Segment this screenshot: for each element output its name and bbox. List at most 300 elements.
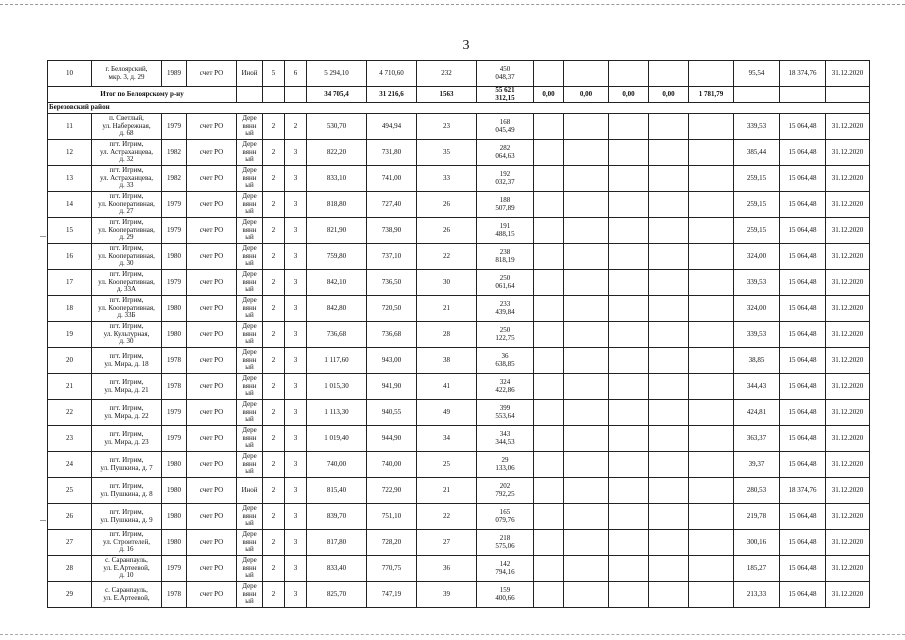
empty-cell [649,374,689,400]
floors-cell: 2 [263,504,285,530]
residents-cell: 39 [417,582,477,608]
floors-cell: 2 [263,322,285,348]
floors-cell: 2 [263,556,285,582]
year-cell: 1978 [162,582,187,608]
total-area-cell: 1 117,60 [307,348,367,374]
row-number: 23 [48,426,92,452]
empty-cell [689,140,734,166]
empty-cell [564,244,609,270]
address-cell: пгт. Игрим, ул. Пушкина, д. 7 [92,452,162,478]
account-cell: счет РО [187,530,237,556]
per-m2-cell: 280,53 [734,478,780,504]
living-area-cell: 941,90 [367,374,417,400]
residents-cell: 26 [417,192,477,218]
entrances-cell: 3 [285,348,307,374]
row-number: 17 [48,270,92,296]
empty-cell [564,322,609,348]
address-cell: г. Белоярский, мкр. 3, д. 29 [92,61,162,87]
deadline-cell: 31.12.2020 [826,530,870,556]
cost-cell: 282 064,63 [477,140,534,166]
table-row [48,270,870,296]
cost-cell: 191 488,15 [477,218,534,244]
summary-label: Итог по Белоярскому р-ну [48,87,237,103]
entrances-cell: 3 [285,322,307,348]
row-number: 16 [48,244,92,270]
empty-cell [609,166,649,192]
district-header-row [48,103,870,114]
per-m2-cell: 339,53 [734,114,780,140]
per-m2-cell: 424,81 [734,400,780,426]
empty-cell [564,556,609,582]
wall-material-cell: Дере вянн ый [237,322,263,348]
total-area-cell: 833,10 [307,166,367,192]
empty-cell [564,478,609,504]
residents-cell: 27 [417,530,477,556]
year-cell: 1980 [162,478,187,504]
tariff-cell: 15 064,48 [780,192,826,218]
deadline-cell: 31.12.2020 [826,218,870,244]
empty-cell [689,504,734,530]
total-area-cell: 5 294,10 [307,61,367,87]
residents-cell: 34 [417,426,477,452]
empty-cell [534,296,564,322]
residents-cell: 38 [417,348,477,374]
account-cell: счет РО [187,140,237,166]
total-area-cell: 736,68 [307,322,367,348]
tariff-cell: 18 374,76 [780,61,826,87]
empty-cell [564,296,609,322]
empty-cell [689,556,734,582]
wall-material-cell: Дере вянн ый [237,348,263,374]
entrances-cell: 3 [285,452,307,478]
tariff-cell: 15 064,48 [780,114,826,140]
residents-cell: 22 [417,244,477,270]
wall-material-cell: Дере вянн ый [237,114,263,140]
floors-cell: 2 [263,192,285,218]
total-area-cell: 821,90 [307,218,367,244]
tariff-cell: 15 064,48 [780,296,826,322]
wall-material-cell: Иной [237,61,263,87]
empty-cell [649,452,689,478]
empty-cell [534,530,564,556]
tariff-cell: 15 064,48 [780,556,826,582]
row-number: 15 [48,218,92,244]
table-row [48,452,870,478]
residents-cell: 21 [417,478,477,504]
empty-cell [609,218,649,244]
table-row [48,348,870,374]
account-cell: счет РО [187,61,237,87]
per-m2-cell: 300,16 [734,530,780,556]
address-cell: пгт. Игрим, ул. Кооперативная, д. 33Б [92,296,162,322]
empty-cell [689,192,734,218]
residents-cell: 232 [417,61,477,87]
deadline-cell: 31.12.2020 [826,374,870,400]
row-number: 29 [48,582,92,608]
year-cell: 1979 [162,192,187,218]
empty-cell [263,87,285,103]
living-area-cell: 944,90 [367,426,417,452]
empty-cell [534,556,564,582]
empty-cell [534,582,564,608]
per-m2-cell: 39,37 [734,452,780,478]
tariff-cell: 15 064,48 [780,348,826,374]
floors-cell: 2 [263,296,285,322]
account-cell: счет РО [187,322,237,348]
residents-cell: 33 [417,166,477,192]
address-cell: пгт. Игрим, ул. Строителей, д. 16 [92,530,162,556]
row-number: 27 [48,530,92,556]
total-area-cell: 818,80 [307,192,367,218]
empty-cell [609,556,649,582]
row-number: 21 [48,374,92,400]
living-area-cell: 720,50 [367,296,417,322]
tariff-cell: 15 064,48 [780,166,826,192]
per-m2-cell: 385,44 [734,140,780,166]
floors-cell: 2 [263,270,285,296]
cost-cell: 250 061,64 [477,270,534,296]
empty-cell [564,374,609,400]
empty-cell [649,166,689,192]
empty-cell [689,322,734,348]
table-row [48,400,870,426]
account-cell: счет РО [187,478,237,504]
per-m2-cell: 259,15 [734,166,780,192]
floors-cell: 2 [263,114,285,140]
deadline-cell: 31.12.2020 [826,556,870,582]
address-cell: с. Саранпауль, ул. Е.Артеевой, [92,582,162,608]
residents-cell: 25 [417,452,477,478]
entrances-cell: 3 [285,556,307,582]
deadline-cell: 31.12.2020 [826,452,870,478]
empty-cell [564,426,609,452]
empty-cell [564,348,609,374]
empty-cell [285,87,307,103]
empty-cell [649,296,689,322]
residents-cell: 35 [417,140,477,166]
residents-cell: 28 [417,322,477,348]
cost-cell: 324 422,86 [477,374,534,400]
year-cell: 1979 [162,556,187,582]
wall-material-cell: Иной [237,478,263,504]
empty-cell [649,478,689,504]
entrances-cell: 3 [285,400,307,426]
living-area-cell: 722,90 [367,478,417,504]
empty-cell [564,140,609,166]
table-row [48,218,870,244]
per-m2-cell: 324,00 [734,244,780,270]
empty-cell [649,61,689,87]
empty-cell [564,270,609,296]
entrances-cell: 3 [285,192,307,218]
address-cell: пгт. Игрим, ул. Мира, д. 23 [92,426,162,452]
empty-cell [609,296,649,322]
total-area-cell: 530,70 [307,114,367,140]
floors-cell: 2 [263,348,285,374]
year-cell: 1980 [162,244,187,270]
deadline-cell: 31.12.2020 [826,114,870,140]
district-name: Березовский район [48,103,870,114]
floors-cell: 2 [263,400,285,426]
living-area-cell: 736,68 [367,322,417,348]
wall-material-cell: Дере вянн ый [237,400,263,426]
entrances-cell: 3 [285,140,307,166]
row-number: 18 [48,296,92,322]
wall-material-cell: Дере вянн ый [237,166,263,192]
living-area-cell: 770,75 [367,556,417,582]
empty-cell [689,114,734,140]
tariff-cell: 18 374,76 [780,478,826,504]
empty-cell [609,582,649,608]
year-cell: 1979 [162,426,187,452]
cost-cell: 168 045,49 [477,114,534,140]
row-number: 13 [48,166,92,192]
empty-cell [564,452,609,478]
cost-cell: 399 553,64 [477,400,534,426]
total-area-cell: 825,70 [307,582,367,608]
tariff-cell: 15 064,48 [780,270,826,296]
wall-material-cell: Дере вянн ый [237,426,263,452]
empty-cell [780,87,826,103]
living-area-cell: 737,10 [367,244,417,270]
floors-cell: 2 [263,374,285,400]
year-cell: 1980 [162,530,187,556]
per-m2-cell: 339,53 [734,322,780,348]
entrances-cell: 3 [285,296,307,322]
table-row [48,426,870,452]
empty-cell [689,530,734,556]
residents-cell: 41 [417,374,477,400]
empty-cell [826,87,870,103]
empty-cell [609,452,649,478]
year-cell: 1978 [162,348,187,374]
empty-cell [534,244,564,270]
year-cell: 1989 [162,61,187,87]
summary-cost: 55 621 312,15 [477,87,534,103]
empty-cell [534,322,564,348]
year-cell: 1980 [162,322,187,348]
row-number: 11 [48,114,92,140]
account-cell: счет РО [187,218,237,244]
cost-cell: 142 794,16 [477,556,534,582]
year-cell: 1980 [162,504,187,530]
year-cell: 1978 [162,374,187,400]
wall-material-cell: Дере вянн ый [237,504,263,530]
living-area-cell: 727,40 [367,192,417,218]
account-cell: счет РО [187,114,237,140]
empty-cell [689,270,734,296]
tariff-cell: 15 064,48 [780,426,826,452]
wall-material-cell: Дере вянн ый [237,582,263,608]
empty-cell [534,478,564,504]
deadline-cell: 31.12.2020 [826,270,870,296]
empty-cell [689,478,734,504]
total-area-cell: 822,20 [307,140,367,166]
empty-cell [609,374,649,400]
total-area-cell: 759,80 [307,244,367,270]
table-row [48,61,870,87]
address-cell: пгт. Игрим, ул. Пушкина, д. 8 [92,478,162,504]
empty-cell [649,114,689,140]
summary-c2: 0,00 [564,87,609,103]
account-cell: счет РО [187,400,237,426]
page-number: 3 [462,38,470,53]
margin-mark [40,236,46,237]
table-row [48,582,870,608]
entrances-cell: 3 [285,166,307,192]
table-row [48,322,870,348]
empty-cell [609,244,649,270]
per-m2-cell: 324,00 [734,296,780,322]
entrances-cell: 2 [285,114,307,140]
year-cell: 1980 [162,296,187,322]
summary-c1: 0,00 [534,87,564,103]
per-m2-cell: 363,37 [734,426,780,452]
wall-material-cell: Дере вянн ый [237,244,263,270]
tariff-cell: 15 064,48 [780,530,826,556]
entrances-cell: 6 [285,61,307,87]
total-area-cell: 833,40 [307,556,367,582]
per-m2-cell: 344,43 [734,374,780,400]
table-row [48,530,870,556]
per-m2-cell: 259,15 [734,218,780,244]
account-cell: счет РО [187,348,237,374]
residents-cell: 26 [417,218,477,244]
row-number: 12 [48,140,92,166]
table-row [48,244,870,270]
empty-cell [564,166,609,192]
tariff-cell: 15 064,48 [780,452,826,478]
empty-cell [689,244,734,270]
wall-material-cell: Дере вянн ый [237,270,263,296]
account-cell: счет РО [187,244,237,270]
empty-cell [564,61,609,87]
deadline-cell: 31.12.2020 [826,322,870,348]
empty-cell [649,504,689,530]
empty-cell [609,140,649,166]
empty-cell [564,582,609,608]
empty-cell [689,426,734,452]
empty-cell [649,582,689,608]
living-area-cell: 736,50 [367,270,417,296]
empty-cell [609,426,649,452]
empty-cell [649,270,689,296]
row-number: 10 [48,61,92,87]
floors-cell: 2 [263,582,285,608]
margin-mark [40,520,46,521]
empty-cell [534,166,564,192]
deadline-cell: 31.12.2020 [826,296,870,322]
residents-cell: 23 [417,114,477,140]
deadline-cell: 31.12.2020 [826,348,870,374]
address-cell: пгт. Игрим, ул. Кооперативная, д. 27 [92,192,162,218]
residents-cell: 49 [417,400,477,426]
total-area-cell: 839,70 [307,504,367,530]
living-area-cell: 940,55 [367,400,417,426]
total-area-cell: 817,80 [307,530,367,556]
summary-per-m2: 1 781,79 [689,87,734,103]
year-cell: 1979 [162,218,187,244]
empty-cell [534,270,564,296]
account-cell: счет РО [187,556,237,582]
address-cell: пгт. Игрим, ул. Мира, д. 18 [92,348,162,374]
tariff-cell: 15 064,48 [780,322,826,348]
total-area-cell: 1 019,40 [307,426,367,452]
tariff-cell: 15 064,48 [780,400,826,426]
empty-cell [609,61,649,87]
account-cell: счет РО [187,452,237,478]
residents-cell: 36 [417,556,477,582]
deadline-cell: 31.12.2020 [826,140,870,166]
floors-cell: 2 [263,166,285,192]
address-cell: пгт. Игрим, ул. Мира, д. 22 [92,400,162,426]
floors-cell: 2 [263,140,285,166]
entrances-cell: 3 [285,218,307,244]
summary-c4: 0,00 [649,87,689,103]
empty-cell [564,400,609,426]
deadline-cell: 31.12.2020 [826,61,870,87]
cost-cell: 36 638,85 [477,348,534,374]
row-number: 24 [48,452,92,478]
empty-cell [734,87,780,103]
empty-cell [534,426,564,452]
empty-cell [534,348,564,374]
tariff-cell: 15 064,48 [780,244,826,270]
account-cell: счет РО [187,166,237,192]
living-area-cell: 731,80 [367,140,417,166]
address-cell: пгт. Игрим, ул. Астраханцева, д. 33 [92,166,162,192]
cost-cell: 29 133,06 [477,452,534,478]
cost-cell: 343 344,53 [477,426,534,452]
table-row [48,478,870,504]
empty-cell [534,400,564,426]
table-row [48,114,870,140]
address-cell: с. Саранпауль, ул. Е.Артеевой, д. 10 [92,556,162,582]
total-area-cell: 842,10 [307,270,367,296]
account-cell: счет РО [187,270,237,296]
cost-cell: 159 400,66 [477,582,534,608]
empty-cell [649,140,689,166]
total-area-cell: 815,40 [307,478,367,504]
living-area-cell: 4 710,60 [367,61,417,87]
account-cell: счет РО [187,504,237,530]
empty-cell [534,192,564,218]
floors-cell: 2 [263,478,285,504]
empty-cell [564,218,609,244]
top-scan-edge [0,4,905,5]
tariff-cell: 15 064,48 [780,218,826,244]
empty-cell [689,400,734,426]
living-area-cell: 943,00 [367,348,417,374]
cost-cell: 450 048,37 [477,61,534,87]
floors-cell: 2 [263,426,285,452]
row-number: 28 [48,556,92,582]
empty-cell [689,348,734,374]
living-area-cell: 738,90 [367,218,417,244]
bottom-scan-edge [0,634,905,635]
empty-cell [689,166,734,192]
empty-cell [564,530,609,556]
account-cell: счет РО [187,192,237,218]
per-m2-cell: 38,85 [734,348,780,374]
empty-cell [609,400,649,426]
address-cell: пгт. Игрим, ул. Мира, д. 21 [92,374,162,400]
empty-cell [649,530,689,556]
summary-living-area: 31 216,6 [367,87,417,103]
cost-cell: 218 575,06 [477,530,534,556]
empty-cell [689,218,734,244]
row-number: 25 [48,478,92,504]
